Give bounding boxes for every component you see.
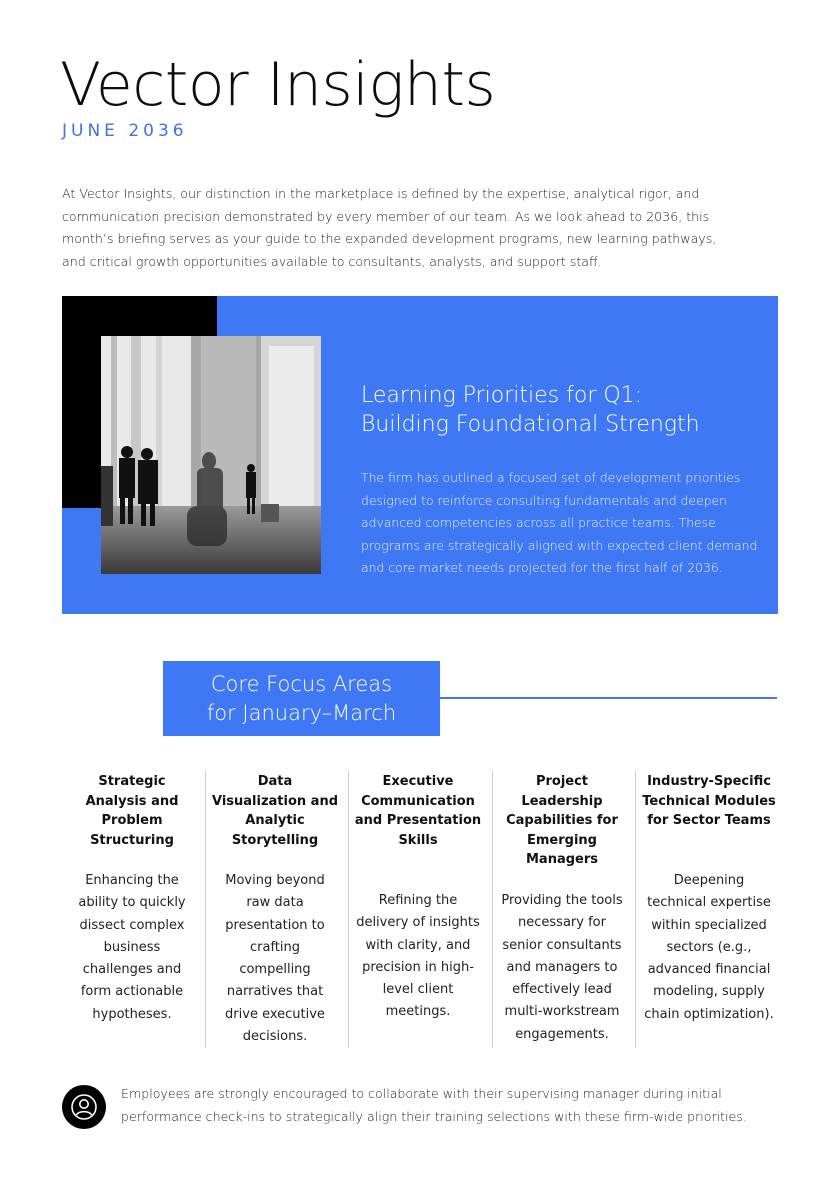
focus-column-project-leadership <box>492 770 632 1048</box>
focus-column-title: Industry-Specific Technical Modules for Sector Teams <box>642 774 776 828</box>
focus-column-title: Strategic Analysis and Problem Structuring <box>85 774 179 848</box>
page-title: Vector Insights <box>60 50 496 120</box>
focus-column-title: Data Visualization and Analytic Storytelling <box>211 774 339 848</box>
focus-column-title: Executive Communication and Presentation Skills <box>354 774 482 848</box>
hero-paragraph: The firm has outlined a focused set of development priorities designed to reinforce consulting fundamentals and deepen advanced competencies across all practice teams. These programs are strategically aligned with expected client demand and core market needs projected for the first half of 2036. <box>361 470 758 575</box>
intro-paragraph: At Vector Insights, our distinction in the marketplace is defined by the expertise, analytical rigor, and communication precision demonstrated by every member of our team. As we look ahead to 2036, this month’s briefing serves as your guide to the expanded development programs, new learning pathways, and critical growth opportunities available to consultants, analysts, and support staff. <box>62 186 717 269</box>
focus-column-title: Project Leadership Capabilities for Emerging Managers <box>506 774 618 867</box>
focus-column-text: Refining the delivery of insights with clarity, and precision in high-level client meetings. <box>356 893 480 1020</box>
focus-column-text: Deepening technical expertise within specialized sectors (e.g., advanced financial modeling, supply chain optimization). <box>644 873 774 1022</box>
focus-column-industry-specific <box>636 770 782 1048</box>
focus-areas-heading <box>163 661 440 736</box>
hero-heading-line1: Learning Priorities for Q1: <box>361 383 643 408</box>
hero-heading <box>361 381 761 439</box>
focus-column-text: Moving beyond raw data presentation to crafting compelling narratives that drive executive decisions. <box>225 873 325 1045</box>
user-icon <box>62 1085 106 1129</box>
focus-heading-line2: for January–March <box>206 700 397 725</box>
focus-column-text: Providing the tools necessary for senior consultants and managers to effectively lead multi-workstream engagements. <box>501 893 623 1042</box>
focus-column-data-visualization <box>205 770 345 1048</box>
focus-heading-line1: Core Focus Areas <box>210 671 393 696</box>
issue-date: JUNE 2036 <box>62 121 188 141</box>
office-lobby-photo <box>101 336 321 574</box>
focus-column-strategic-analysis <box>62 770 202 1048</box>
focus-column-executive-communication <box>348 770 488 1048</box>
focus-divider-line <box>440 697 777 699</box>
hero-heading-line2: Building Foundational Strength <box>361 412 700 437</box>
footer-note: Employees are strongly encouraged to collaborate with their supervising manager during initial performance check-ins to strategically align their training selections with these firm-wide priorities. <box>121 1086 747 1124</box>
focus-column-text: Enhancing the ability to quickly dissect complex business challenges and form actionable hypotheses. <box>78 873 186 1022</box>
